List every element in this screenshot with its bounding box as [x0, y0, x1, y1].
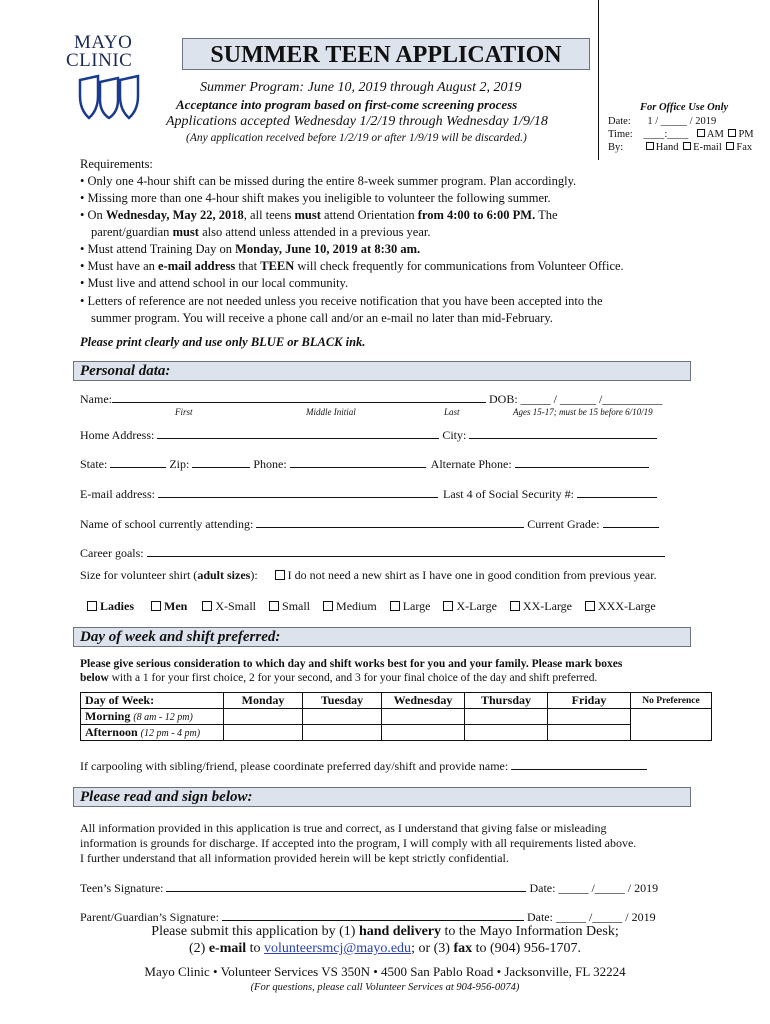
requirement-7: • Letters of reference are not needed unless you receive notification that you have been accepted into the — [80, 294, 603, 308]
office-use-border — [598, 0, 599, 160]
requirement-3-cont: parent/guardian must also attend unless attended in a previous year. — [91, 225, 431, 239]
medium-label: Medium — [336, 599, 377, 613]
office-date-label: Date: — [608, 116, 631, 127]
fax-checkbox[interactable] — [726, 142, 734, 150]
footer-address: Mayo Clinic • Volunteer Services VS 350N • 4500 San Pablo Road • Jacksonville, FL 32224 — [144, 964, 626, 979]
state-label: State: — [80, 457, 108, 471]
discard-note: (Any application received before 1/2/19 or after 1/9/19 will be discarded.) — [186, 132, 527, 144]
xlarge-label: X-Large — [456, 599, 497, 613]
office-time-value: ____:____ — [643, 129, 689, 140]
requirement-1: • Only one 4-hour shift can be missed during the entire 8-week summer program. Plan accordingly. — [80, 174, 577, 188]
shirt-label-b: adult sizes — [197, 568, 251, 582]
logo-line1: MAYO — [74, 32, 133, 53]
ladies-checkbox[interactable] — [87, 601, 97, 611]
middle-initial-hint: Middle Initial — [306, 407, 356, 417]
home-address-field[interactable] — [157, 427, 439, 439]
hand-checkbox[interactable] — [646, 142, 654, 150]
xsmall-label: X-Small — [215, 599, 257, 613]
pm-label: PM — [738, 129, 754, 140]
submit-line-2: (2) e-mail to volunteersmcj@mayo.edu; or (3) fax to (904) 956-1707. — [188, 941, 582, 956]
career-row — [80, 545, 665, 561]
medium-checkbox[interactable] — [323, 601, 333, 611]
program-dates: Summer Program: June 10, 2019 through August 2, 2019 — [200, 80, 522, 95]
no-shirt-label: I do not need a new shirt as I have one in good condition from previous year. — [287, 568, 657, 582]
shirt-sizes-row — [87, 599, 656, 614]
career-goals-field[interactable] — [147, 545, 665, 557]
pm-checkbox[interactable] — [728, 129, 736, 137]
requirement-7-cont: summer program. You will receive a phone call and/or an e-mail no later than mid-February. — [91, 311, 553, 325]
home-address-row — [80, 427, 657, 443]
email-link[interactable]: volunteersmcj@mayo.edu — [264, 941, 412, 956]
hand-label: Hand — [655, 142, 679, 153]
no-preference-cell-lower[interactable] — [631, 725, 712, 741]
certification-line-1: All information provided in this application is true and correct, as I understand that giving false or misleading — [80, 821, 607, 835]
parent-signature-field[interactable] — [222, 909, 524, 921]
phone-field[interactable] — [290, 456, 426, 468]
shift-section — [73, 627, 691, 647]
carpool-row — [80, 758, 647, 774]
personal-data-section — [73, 361, 691, 381]
requirement-3: • On Wednesday, May 22, 2018, all teens must attend Orientation from 4:00 to 6:00 PM. The — [80, 208, 558, 222]
email-address-label: E-mail address: — [80, 487, 155, 501]
zip-label: Zip: — [169, 457, 190, 471]
large-label: Large — [402, 599, 431, 613]
xxxlarge-checkbox[interactable] — [585, 601, 595, 611]
email-checkbox[interactable] — [683, 142, 691, 150]
alt-phone-label: Alternate Phone: — [430, 457, 512, 471]
age-requirement-hint: Ages 15-17; must be 15 before 6/10/19 — [513, 407, 653, 417]
men-label: Men — [164, 599, 188, 613]
large-checkbox[interactable] — [390, 601, 400, 611]
mayo-clinic-logo — [66, 32, 148, 122]
afternoon-wednesday-cell[interactable] — [382, 725, 465, 741]
xlarge-checkbox[interactable] — [443, 601, 453, 611]
page-title: SUMMER TEEN APPLICATION — [210, 42, 562, 68]
xxxlarge-label: XXX-Large — [598, 599, 656, 613]
dob-field[interactable]: DOB: _____ / ______ /__________ — [489, 392, 663, 406]
mayo-shield-icon — [78, 74, 140, 120]
morning-label: Morning (8 am - 12 pm) — [81, 709, 224, 725]
ladies-label: Ladies — [100, 599, 135, 613]
day-no-preference: No Preference — [631, 693, 712, 709]
office-use-heading: For Office Use Only — [640, 102, 729, 113]
morning-thursday-cell[interactable] — [465, 709, 548, 725]
parent-signature-row — [80, 909, 656, 925]
carpool-field[interactable] — [511, 758, 647, 770]
afternoon-thursday-cell[interactable] — [465, 725, 548, 741]
first-name-hint: First — [175, 407, 193, 417]
requirement-4: • Must attend Training Day on Monday, June 10, 2019 at 8:30 am. — [80, 242, 421, 256]
afternoon-label: Afternoon (12 pm - 4 pm) — [81, 725, 224, 741]
state-row — [80, 456, 649, 472]
office-date-value: 1 / _____ / 2019 — [647, 116, 717, 127]
morning-wednesday-cell[interactable] — [382, 709, 465, 725]
requirement-2: • Missing more than one 4-hour shift makes you ineligible to volunteer the following summer. — [80, 191, 551, 205]
parent-signature-label: Parent/Guardian’s Signature: — [80, 910, 219, 924]
last-name-hint: Last — [444, 407, 460, 417]
alt-phone-field[interactable] — [515, 456, 649, 468]
fax-label: Fax — [736, 142, 753, 153]
title-box — [182, 38, 590, 70]
school-row — [80, 516, 659, 532]
day-of-week-label: Day of Week: — [81, 693, 224, 709]
email-address-field[interactable] — [158, 486, 438, 498]
teen-signature-row — [80, 880, 658, 896]
afternoon-friday-cell[interactable] — [548, 725, 631, 741]
email-label: E-mail — [693, 142, 722, 153]
xxlarge-checkbox[interactable] — [510, 601, 520, 611]
name-label: Name: — [80, 392, 112, 406]
office-time-label: Time: — [608, 129, 633, 140]
afternoon-tuesday-cell[interactable] — [303, 725, 382, 741]
small-checkbox[interactable] — [269, 601, 279, 611]
certification-line-3: I further understand that all information provided herein will be kept strictly confidential. — [80, 851, 509, 865]
name-field[interactable] — [112, 391, 486, 403]
am-checkbox[interactable] — [697, 129, 705, 137]
teen-date-field[interactable]: Date: _____ /_____ / 2019 — [529, 881, 659, 895]
day-tuesday: Tuesday — [303, 693, 382, 709]
day-wednesday: Wednesday — [382, 693, 465, 709]
requirements-heading: Requirements: — [80, 157, 153, 171]
office-by-label: By: — [608, 142, 624, 153]
email-row — [80, 486, 657, 502]
day-thursday: Thursday — [465, 693, 548, 709]
grade-field[interactable] — [603, 516, 659, 528]
certification-line-2: information is grounds for discharge. If accepted into the program, I will comply with all requirements listed above. — [80, 836, 637, 850]
grade-label: Current Grade: — [527, 517, 600, 531]
morning-tuesday-cell[interactable] — [303, 709, 382, 725]
state-field[interactable] — [110, 456, 166, 468]
no-preference-cell[interactable] — [631, 709, 712, 725]
submit-line-1: Please submit this application by (1) hand delivery to the Mayo Information Desk; — [151, 924, 619, 939]
afternoon-monday-cell[interactable] — [224, 725, 303, 741]
sign-heading: Please read and sign below: — [80, 789, 253, 805]
morning-monday-cell[interactable] — [224, 709, 303, 725]
am-label: AM — [706, 129, 724, 140]
day-monday: Monday — [224, 693, 303, 709]
small-label: Small — [282, 599, 311, 613]
shift-heading: Day of week and shift preferred: — [80, 629, 281, 645]
shirt-label-a: Size for volunteer shirt ( — [80, 568, 198, 582]
shirt-row — [80, 568, 657, 583]
requirement-6: • Must live and attend school in our local community. — [80, 276, 349, 290]
parent-date-field[interactable]: Date: _____ /_____ / 2019 — [526, 910, 656, 924]
xsmall-checkbox[interactable] — [202, 601, 212, 611]
shift-table — [80, 692, 712, 741]
logo-line2: CLINIC — [66, 50, 133, 71]
city-label: City: — [442, 428, 467, 442]
no-shirt-checkbox[interactable] — [275, 570, 285, 580]
acceptance-note: Acceptance into program based on first-come screening process — [176, 97, 518, 112]
morning-friday-cell[interactable] — [548, 709, 631, 725]
teen-signature-field[interactable] — [166, 880, 526, 892]
phone-label: Phone: — [253, 457, 287, 471]
zip-field[interactable] — [192, 456, 250, 468]
print-note: Please print clearly and use only BLUE or BLACK ink. — [80, 335, 366, 349]
shift-instructions-1: Please give serious consideration to which day and shift works best for you and your family. Please mark boxes — [80, 658, 623, 670]
sign-section — [73, 787, 691, 807]
carpool-label: If carpooling with sibling/friend, please coordinate preferred day/shift and provide name: — [80, 759, 509, 773]
shift-instructions-2: below with a 1 for your first choice, 2 for your second, and 3 for your final choice of the day and shift preferred. — [80, 672, 598, 684]
home-address-label: Home Address: — [80, 428, 155, 442]
accepted-dates: Applications accepted Wednesday 1/2/19 through Wednesday 1/9/18 — [166, 114, 548, 129]
requirement-5: • Must have an e-mail address that TEEN will check frequently for communications from Volunteer Office. — [80, 259, 624, 273]
name-row — [80, 391, 662, 407]
office-use-fields — [608, 115, 754, 154]
ssn-field[interactable] — [577, 486, 657, 498]
school-label: Name of school currently attending: — [80, 517, 254, 531]
teen-signature-label: Teen’s Signature: — [80, 881, 164, 895]
shirt-label-c: ): — [250, 568, 258, 582]
city-field[interactable] — [469, 427, 657, 439]
xxlarge-label: XX-Large — [522, 599, 572, 613]
day-friday: Friday — [548, 693, 631, 709]
career-goals-label: Career goals: — [80, 546, 144, 560]
ssn-label: Last 4 of Social Security #: — [442, 487, 574, 501]
school-field[interactable] — [256, 516, 524, 528]
footer-questions: (For questions, please call Volunteer Services at 904-956-0074) — [250, 982, 520, 993]
personal-data-heading: Personal data: — [80, 363, 171, 379]
men-checkbox[interactable] — [151, 601, 161, 611]
